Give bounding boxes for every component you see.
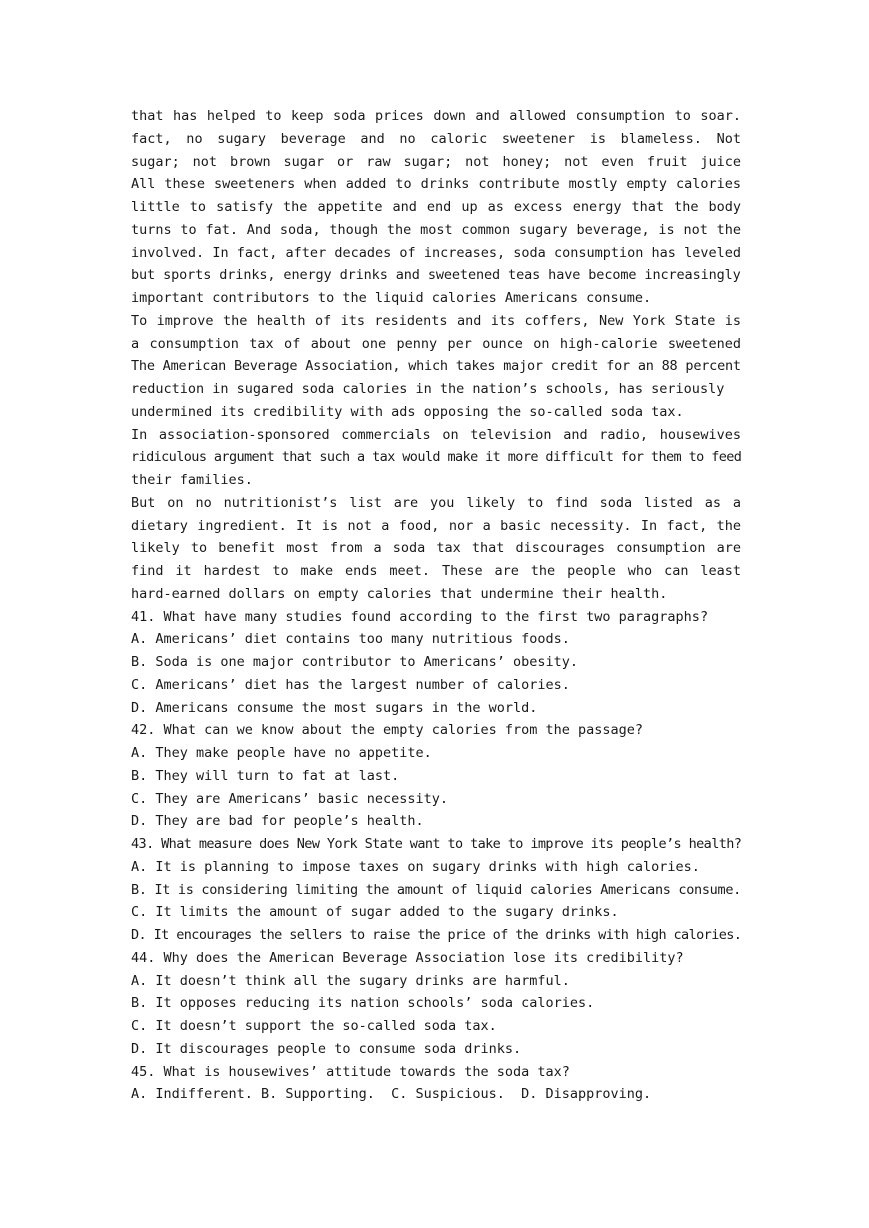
text-line: that has helped to keep soda prices down and allowed consumption to soar. — [131, 108, 741, 124]
answer-option: C. It limits the amount of sugar added to the sugary drinks. — [131, 904, 619, 921]
question-43 — [131, 833, 741, 947]
text-line: their families. — [131, 472, 253, 488]
text-line: a consumption tax of about one penny per ounce on high-calorie sweetened — [131, 335, 741, 352]
document-page — [131, 105, 741, 1106]
answer-option: B. They will turn to fat at last. — [131, 767, 400, 784]
answer-option: C. Americans’ diet has the largest number of calories. — [131, 676, 570, 693]
text-line: sugar; not brown sugar or raw sugar; not honey; not even fruit juice — [131, 153, 741, 170]
question-42 — [131, 719, 741, 833]
text-line: dietary ingredient. It is not a food, nor a basic necessity. In fact, the — [131, 517, 741, 534]
answer-options-inline: A. Indifferent. B. Supporting. C. Suspicious. D. Disapproving. — [131, 1086, 652, 1103]
text-line: fact, no sugary beverage and no caloric sweetener is blameless. Not — [131, 130, 741, 147]
question-45 — [131, 1061, 741, 1107]
text-line: hard-earned dollars on empty calories that undermine their health. — [131, 585, 668, 602]
passage-paragraph-continued — [131, 105, 741, 310]
text-line: but sports drinks, energy drinks and sweetened teas have become increasingly — [131, 267, 741, 284]
question-stem: 44. Why does the American Beverage Association lose its credibility? — [131, 949, 684, 966]
answer-option: A. They make people have no appetite. — [131, 745, 432, 761]
answer-option: C. They are Americans’ basic necessity. — [131, 790, 448, 807]
answer-option: D. They are bad for people’s health. — [131, 813, 424, 830]
question-stem: 42. What can we know about the empty calories from the passage? — [131, 722, 644, 739]
text-line: little to satisfy the appetite and end up as excess energy that the body — [131, 199, 741, 215]
answer-option: A. It doesn’t think all the sugary drinks are harmful. — [131, 972, 570, 989]
answer-option: A. Americans’ diet contains too many nutritious foods. — [131, 631, 570, 648]
text-line: But on no nutritionist’s list are you likely to find soda listed as a — [131, 494, 741, 511]
text-line: The American Beverage Association, which takes major credit for an 88 percent — [131, 358, 741, 375]
answer-option: C. It doesn’t support the so-called soda tax. — [131, 1018, 497, 1034]
question-stem: 41. What have many studies found according to the first two paragraphs? — [131, 608, 709, 625]
question-44 — [131, 947, 741, 1061]
text-line: likely to benefit most from a soda tax that discourages consumption are — [131, 540, 741, 557]
text-line: All these sweeteners when added to drinks contribute mostly empty calories — [131, 176, 741, 193]
answer-option: B. It is considering limiting the amount of liquid calories Americans consume. — [131, 881, 741, 898]
answer-option: A. It is planning to impose taxes on sugary drinks with high calories. — [131, 858, 700, 875]
text-line: turns to fat. And soda, though the most common sugary beverage, is not the — [131, 221, 741, 238]
answer-option: D. Americans consume the most sugars in the world. — [131, 699, 538, 716]
text-line: reduction in sugared soda calories in the nation’s schools, has seriously — [131, 381, 725, 397]
text-line: undermined its credibility with ads opposing the so-called soda tax. — [131, 403, 684, 420]
passage-paragraph-nutrition — [131, 492, 741, 606]
text-line: ridiculous argument that such a tax would make it more difficult for them to feed — [131, 449, 742, 466]
text-line: involved. In fact, after decades of increases, soda consumption has leveled — [131, 244, 741, 261]
answer-option: D. It encourages the sellers to raise the price of the drinks with high calories. — [131, 927, 742, 943]
answer-option: B. Soda is one major contributor to Americans’ obesity. — [131, 654, 579, 670]
answer-option: B. It opposes reducing its nation schools’ soda calories. — [131, 995, 595, 1012]
question-41 — [131, 606, 741, 720]
question-stem: 45. What is housewives’ attitude towards the soda tax? — [131, 1063, 570, 1080]
passage-paragraph-new-york — [131, 310, 741, 424]
question-stem: 43. What measure does New York State want to take to improve its people’s health? — [131, 836, 742, 852]
passage-paragraph-ads — [131, 424, 741, 492]
text-line: In association-sponsored commercials on television and radio, housewives — [131, 426, 741, 443]
answer-option: D. It discourages people to consume soda drinks. — [131, 1040, 522, 1057]
text-line: find it hardest to make ends meet. These are the people who can least — [131, 563, 741, 579]
text-line: important contributors to the liquid calories Americans consume. — [131, 290, 652, 306]
text-line: To improve the health of its residents and its coffers, New York State is — [131, 312, 741, 329]
